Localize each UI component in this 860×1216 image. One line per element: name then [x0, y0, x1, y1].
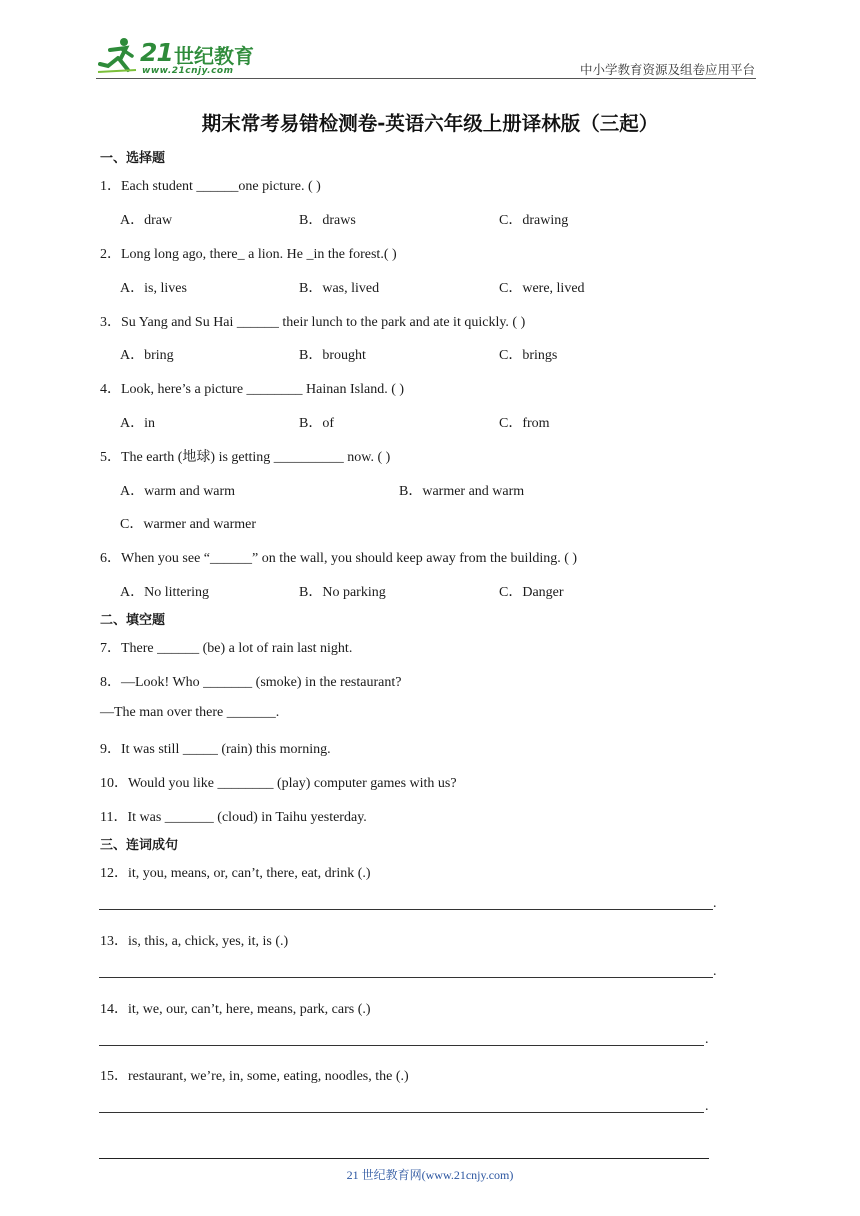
- option-5c: C．warmer and warmer: [120, 517, 257, 532]
- site-logo: [96, 36, 266, 78]
- footer-text: 21 世纪教育网(www.21cnjy.com): [346, 1168, 514, 1182]
- answer-line-14: [99, 1045, 704, 1046]
- question-8-reply: —The man over there _______.: [100, 705, 280, 720]
- answer-end-mark: .: [705, 1099, 709, 1114]
- section-heading-order: 三、连词成句: [100, 838, 179, 853]
- section-heading-choice: 一、选择题: [100, 151, 166, 166]
- option-6c: C．Danger: [499, 585, 564, 600]
- question-6: 6．When you see “______” on the wall, you should keep away from the building. ( ): [100, 551, 578, 566]
- option-5a: A．warm and warm: [120, 484, 236, 499]
- option-2b: B．was, lived: [299, 281, 380, 296]
- option-1b: B．draws: [299, 213, 356, 228]
- question-2: 2．Long long ago, there_ a lion. He _in the forest.( ): [100, 247, 397, 262]
- question-7: 7．There ______ (be) a lot of rain last night.: [100, 641, 353, 656]
- option-4a: A．in: [120, 416, 155, 431]
- footer-divider: [99, 1158, 709, 1159]
- option-2c: C．were, lived: [499, 281, 585, 296]
- header-divider: [96, 78, 756, 79]
- question-14: 14．it, we, our, can’t, here, means, park, cars (.): [100, 1002, 371, 1017]
- runner-logo-icon: [96, 36, 140, 76]
- answer-line-13: [99, 977, 713, 978]
- option-4c: C．from: [499, 416, 550, 431]
- answer-end-mark: .: [713, 964, 717, 979]
- option-3a: A．bring: [120, 348, 174, 363]
- question-11: 11．It was _______ (cloud) in Taihu yesterday.: [100, 810, 367, 825]
- option-2a: A．is, lives: [120, 281, 187, 296]
- question-5: 5．The earth (地球) is getting __________ now. ( ): [100, 450, 391, 465]
- question-15: 15．restaurant, we’re, in, some, eating, noodles, the (.): [100, 1069, 409, 1084]
- logo-url: www.21cnjy.com: [142, 66, 234, 76]
- question-12: 12．it, you, means, or, can’t, there, eat, drink (.): [100, 866, 371, 881]
- page-title: 期末常考易错检测卷-英语六年级上册译林版（三起）: [201, 112, 659, 135]
- question-4: 4．Look, here’s a picture ________ Hainan Island. ( ): [100, 382, 405, 397]
- question-13: 13．is, this, a, chick, yes, it, is (.): [100, 934, 289, 949]
- logo-number: 21: [140, 38, 173, 67]
- header-platform-text: 中小学教育资源及组卷应用平台: [579, 63, 755, 77]
- option-6a: A．No littering: [120, 585, 210, 600]
- option-1c: C．drawing: [499, 213, 569, 228]
- option-3c: C．brings: [499, 348, 558, 363]
- option-1a: A．draw: [120, 213, 173, 228]
- question-9: 9．It was still _____ (rain) this morning.: [100, 742, 331, 757]
- answer-line-12: [99, 909, 713, 910]
- question-1: 1．Each student ______one picture. ( ): [100, 179, 321, 194]
- answer-end-mark: .: [713, 896, 717, 911]
- option-6b: B．No parking: [299, 585, 386, 600]
- question-3: 3．Su Yang and Su Hai ______ their lunch to the park and ate it quickly. ( ): [100, 315, 526, 330]
- answer-line-15: [99, 1112, 704, 1113]
- section-heading-fill: 二、填空题: [100, 613, 166, 628]
- option-5b: B．warmer and warm: [399, 484, 525, 499]
- option-4b: B．of: [299, 416, 334, 431]
- logo-name: 世纪教育: [174, 44, 254, 68]
- question-8: 8．—Look! Who _______ (smoke) in the restaurant?: [100, 675, 402, 690]
- option-3b: B．brought: [299, 348, 366, 363]
- question-10: 10．Would you like ________ (play) computer games with us?: [100, 776, 457, 791]
- answer-end-mark: .: [705, 1032, 709, 1047]
